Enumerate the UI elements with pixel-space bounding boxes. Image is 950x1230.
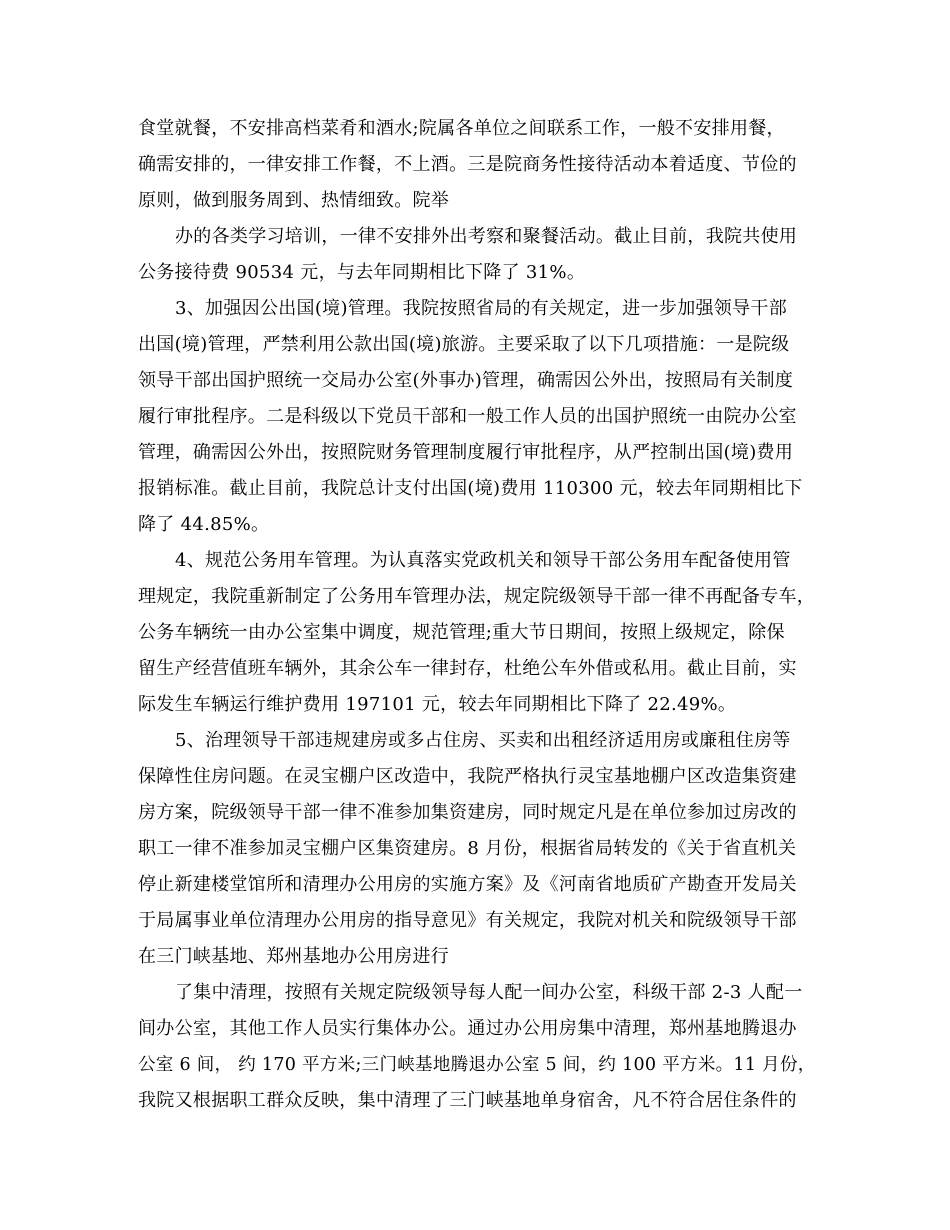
text-line: 出国(境)管理，严禁利用公款出国(境)旅游。主要采取了以下几项措施：一是院级 <box>138 334 790 355</box>
text-line: 原则，做到服务周到、热情细致。院举 <box>138 190 450 211</box>
text-line: 报销标准。截止目前，我院总计支付出国(境)费用 110300 元，较去年同期相比下 <box>138 478 803 499</box>
text-line: 公务车辆统一由办公室集中调度，规范管理;重大节日期间，按照上级规定，除保 <box>138 622 785 643</box>
text-line: 我院又根据职工群众反映，集中清理了三门峡基地单身宿舍，凡不符合居住条件的 <box>138 1090 797 1111</box>
text-line: 4、规范公务用车管理。为认真落实党政机关和领导干部公务用车配备使用管 <box>175 550 791 571</box>
text-line: 管理，确需因公外出，按照院财务管理制度履行审批程序，从严控制出国(境)费用 <box>138 442 794 463</box>
text-line: 理规定，我院重新制定了公务用车管理办法，规定院级领导干部一律不再配备专车， <box>138 586 816 607</box>
text-line: 公室 6 间， 约 170 平方米;三门峡基地腾退办公室 5 间，约 100 平方米。11 月份， <box>138 1055 816 1075</box>
text-line: 领导干部出国护照统一交局办公室(外事办)管理，确需因公外出，按照局有关制度 <box>138 370 794 391</box>
text-line: 房方案，院级领导干部一律不准参加集资建房，同时规定凡是在单位参加过房改的 <box>138 802 797 823</box>
text-line: 了集中清理，按照有关规定院级领导每人配一间办公室，科级干部 2-3 人配一 <box>175 982 803 1003</box>
text-line: 保障性住房问题。在灵宝棚户区改造中，我院严格执行灵宝基地棚户区改造集资建 <box>138 766 797 787</box>
text-line: 际发生车辆运行维护费用 197101 元，较去年同期相比下降了 22.49%。 <box>138 694 737 715</box>
text-line: 停止新建楼堂馆所和清理办公用房的实施方案》及《河南省地质矿产勘查开发局关 <box>138 874 797 895</box>
text-line: 于局属事业单位清理办公用房的指导意见》有关规定，我院对机关和院级领导干部 <box>138 910 797 931</box>
text-line: 办的各类学习培训，一律不安排外出考察和聚餐活动。截止目前，我院共使用 <box>175 226 798 247</box>
text-line: 职工一律不准参加灵宝棚户区集资建房。8 月份，根据省局转发的《关于省直机关 <box>138 838 797 859</box>
text-line: 留生产经营值班车辆外，其余公车一律封存，杜绝公车外借或私用。截止目前，实 <box>138 658 797 679</box>
text-line: 间办公室，其他工作人员实行集体办公。通过办公用房集中清理，郑州基地腾退办 <box>138 1018 797 1039</box>
text-line: 食堂就餐，不安排高档菜肴和酒水;院属各单位之间联系工作，一般不安排用餐， <box>138 118 785 139</box>
text-line: 确需安排的，一律安排工作餐，不上酒。三是院商务性接待活动本着适度、节俭的 <box>138 154 797 175</box>
text-line: 5、治理领导干部违规建房或多占住房、买卖和出租经济适用房或廉租住房等 <box>175 730 791 751</box>
text-line: 履行审批程序。二是科级以下党员干部和一般工作人员的出国护照统一由院办公室 <box>138 406 797 427</box>
text-line: 公务接待费 90534 元，与去年同期相比下降了 31%。 <box>138 262 586 283</box>
text-line: 3、加强因公出国(境)管理。我院按照省局的有关规定，进一步加强领导干部 <box>175 298 787 319</box>
text-line: 降了 44.85%。 <box>138 514 270 535</box>
text-line: 在三门峡基地、郑州基地办公用房进行 <box>138 946 450 967</box>
